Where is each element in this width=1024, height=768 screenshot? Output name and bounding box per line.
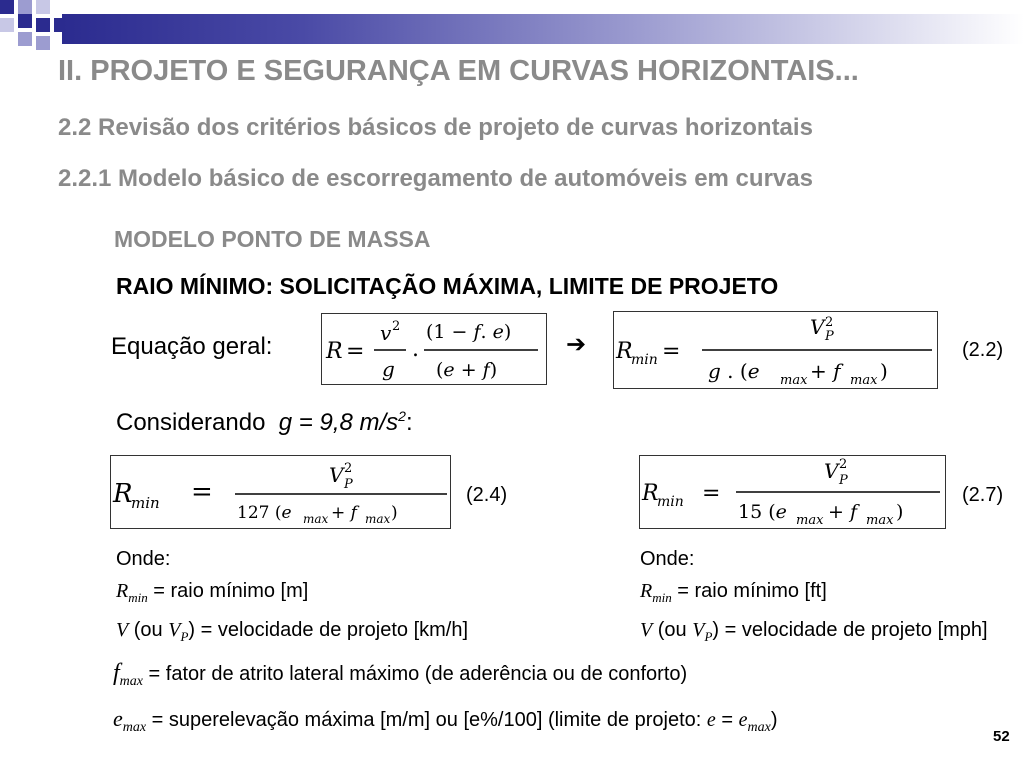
general-equation-box [321, 313, 547, 385]
considering-line [116, 408, 413, 437]
svg-text:): ) [896, 501, 904, 523]
imperial-definitions [640, 543, 988, 653]
rmin-general-equation [614, 312, 937, 388]
general-equation [322, 314, 546, 384]
onde-label-imperial: Onde: [640, 548, 695, 570]
svg-text:v: v [380, 321, 392, 345]
svg-text:max: max [866, 513, 894, 528]
svg-text:max: max [850, 373, 878, 388]
svg-text:R: R [616, 339, 633, 364]
section-raio-minimo: RAIO MÍNIMO: SOLICITAÇÃO MÁXIMA, LIMITE DE PROJETO [116, 273, 779, 299]
page-number: 52 [993, 728, 1010, 745]
svg-text:2: 2 [839, 457, 848, 472]
svg-text:+ f: + f [810, 359, 841, 383]
equation-number-2-7: (2.7) [962, 484, 1004, 506]
svg-text:g: g [382, 357, 395, 381]
svg-text:2: 2 [825, 315, 834, 330]
equation-number-2-2: (2.2) [962, 339, 1004, 361]
svg-text:max: max [365, 512, 391, 526]
svg-text:+ f: + f [828, 501, 858, 523]
v-definition-imperial: V (ou $V_P$) = velocidade de projeto [mph] [640, 619, 988, 644]
svg-text:2: 2 [344, 461, 353, 476]
subtitle-2-2: 2.2 Revisão dos critérios básicos de projeto de curvas horizontais [58, 114, 813, 141]
considering-colon: : [405, 409, 413, 436]
svg-text:V: V [824, 459, 839, 483]
svg-text:R: R [113, 479, 133, 509]
rmin-general-equation-box [613, 311, 938, 389]
svg-text:R: R [326, 339, 343, 364]
gravity-value: g = 9,8 m/s [278, 409, 399, 436]
svg-text:min: min [131, 494, 160, 512]
svg-text:min: min [631, 352, 658, 368]
emax-definition: $e_{max}$ = superelevação máxima [m/m] ou [e%/100] (limite de projeto: $e = e_{max}$) [113, 706, 778, 735]
rmin-imperial-equation [640, 456, 945, 528]
equation-number-2-4: (2.4) [466, 484, 508, 506]
svg-text:P: P [344, 477, 353, 492]
svg-text:2: 2 [392, 319, 401, 334]
page-title: II. PROJETO E SEGURANÇA EM CURVAS HORIZONTAIS... [58, 55, 859, 87]
svg-text:V: V [329, 463, 344, 487]
svg-text:.: . [412, 337, 419, 362]
svg-text:(e + f): (e + f) [436, 359, 498, 381]
svg-text:max: max [780, 373, 808, 388]
svg-text:=: = [191, 477, 213, 507]
arrow-icon: ➔ [566, 331, 587, 358]
svg-text:min: min [657, 494, 684, 510]
svg-text:127 (e: 127 (e [237, 503, 292, 523]
svg-text:max: max [796, 513, 824, 528]
header-squares-logo [0, 0, 80, 60]
rmin-definition-imperial: $R_{min}$ = raio mínimo [ft] [640, 580, 827, 605]
svg-text:=: = [662, 339, 681, 364]
v-definition-metric: V (ou $V_P$) = velocidade de projeto [km/h] [116, 619, 469, 644]
header-gradient-bar [62, 14, 1024, 44]
rmin-definition-metric: $R_{min}$ = raio mínimo [m] [116, 580, 309, 605]
svg-text:P: P [825, 329, 834, 344]
general-equation-label: Equação geral: [111, 333, 273, 360]
metric-definitions [116, 543, 468, 653]
svg-text:+ f: + f [331, 503, 357, 523]
svg-text:): ) [391, 503, 398, 523]
svg-text:g . (e: g . (e [708, 359, 760, 383]
rmin-metric-equation-box [110, 455, 451, 529]
onde-label-metric: Onde: [116, 548, 171, 570]
subtitle-2-2-1: 2.2.1 Modelo básico de escorregamento de automóveis em curvas [58, 165, 813, 192]
rmin-imperial-equation-box [639, 455, 946, 529]
svg-text:15 (e: 15 (e [738, 501, 787, 523]
svg-text:R: R [642, 481, 659, 506]
svg-text:=: = [702, 481, 721, 506]
rmin-metric-equation [111, 456, 450, 528]
svg-text:max: max [303, 512, 329, 526]
section-modelo: MODELO PONTO DE MASSA [114, 226, 431, 252]
svg-text:=: = [346, 339, 365, 364]
svg-text:): ) [880, 359, 888, 383]
svg-text:V: V [810, 315, 825, 339]
svg-text:P: P [839, 473, 848, 488]
fmax-definition: $f_{max}$ = fator de atrito lateral máximo (de aderência ou de conforto) [113, 660, 688, 689]
considering-text: Considerando [116, 409, 266, 436]
gravity-exponent: 2 [398, 408, 406, 424]
svg-text:(1 − f. e): (1 − f. e) [426, 321, 512, 343]
